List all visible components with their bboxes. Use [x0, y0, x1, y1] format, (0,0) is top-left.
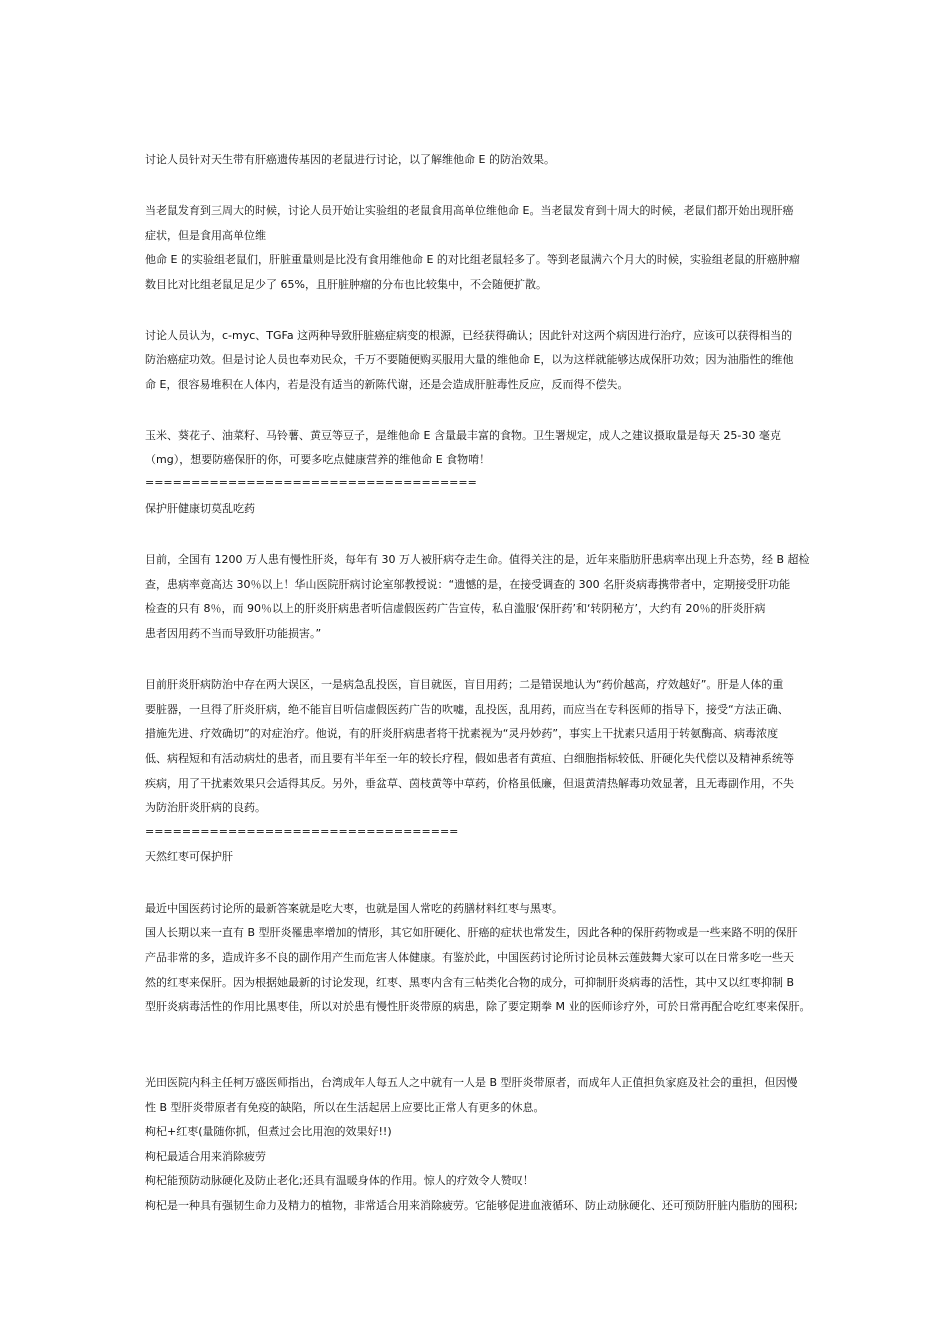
text-line: 措施先进、疗效确切”的对症治疗。他说，有的肝炎肝病患者将干扰素视为“灵丹妙药”，事实上干扰素只适用于转氨酶高、病毒浓度 [145, 727, 779, 740]
text-line: 防治癌症功效。但是讨论人员也奉劝民众，千万不要随便购买服用大量的维他命 E，以为这样就能够达成保肝功效；因为油脂性的维他 [145, 353, 794, 366]
text-line: 枸杞最适合用来消除疲劳 [145, 1150, 266, 1163]
text-line: 讨论人员认为，c-myc、TGFa 这两种导致肝脏癌症病变的根源，已经获得确认；因此针对这两个病因进行治疗，应该可以获得相当的 [145, 329, 793, 342]
text-line: 最近中国医药讨论所的最新答案就是吃大枣，也就是国人常吃的药膳材料红枣与黑枣。 [145, 902, 563, 915]
text-line: 目前肝炎肝病防治中存在两大误区，一是病急乱投医，盲目就医，盲目用药；二是错误地认为“药价越高，疗效越好”。肝是人体的重 [145, 678, 784, 691]
text-line: 疾病，用了干扰素效果只会适得其反。另外，垂盆草、茵枝黄等中草药，价格虽低廉，但退黄清热解毒功效显著，且无毒副作用，不失 [145, 777, 794, 790]
text-line: 他命 E 的实验组老鼠们，肝脏重量则是比没有食用维他命 E 的对比组老鼠轻多了。等到老鼠满六个月大的时候，实验组老鼠的肝癌肿瘤 [145, 253, 800, 266]
section-heading: 天然红枣可保护肝 [145, 850, 233, 863]
separator-line: ================================== [145, 825, 459, 838]
text-line: 产品非常的多，造成许多不良的副作用产生而危害人体健康。有鉴於此，中国医药讨论所讨论员林云莲鼓舞大家可以在日常多吃一些天 [145, 951, 794, 964]
text-line: 枸杞是一种具有强韧生命力及精力的植物，非常适合用来消除疲劳。它能够促进血液循环、防止动脉硬化、还可预防肝脏内脂肪的囤积; [145, 1199, 798, 1212]
text-line: 症状，但是食用高单位维 [145, 229, 266, 242]
text-line: 查，患病率竟高达 30％以上！华山医院肝病讨论室邬教授说：“遗憾的是，在接受调查的 300 名肝炎病毒携带者中，定期接受肝功能 [145, 578, 791, 591]
text-line: 要脏器，一旦得了肝炎肝病，绝不能盲目听信虚假医药广告的吹嘘，乱投医，乱用药，而应当在专科医师的指导下，接受“方法正确、 [145, 703, 789, 716]
text-line: 国人长期以来一直有 B 型肝炎罹患率增加的情形，其它如肝硬化、肝癌的症状也常发生，因此各种的保肝药物或是一些来路不明的保肝 [145, 926, 798, 939]
text-line: 枸杞能预防动脉硬化及防止老化;还具有温暖身体的作用。惊人的疗效令人赞叹！ [145, 1174, 534, 1187]
text-line: 为防治肝炎肝病的良药。 [145, 801, 266, 814]
text-line: 目前，全国有 1200 万人患有慢性肝炎，每年有 30 万人被肝病夺走生命。值得关注的是，近年来脂肪肝患病率出现上升态势，经 B 超检 [145, 553, 810, 566]
section-heading: 保护肝健康切莫乱吃药 [145, 502, 255, 515]
text-line: 当老鼠发育到三周大的时候，讨论人员开始让实验组的老鼠食用高单位维他命 E。当老鼠发育到十周大的时候，老鼠们都开始出现肝癌 [145, 204, 794, 217]
separator-line: ==================================== [145, 476, 477, 489]
text-line: 性 B 型肝炎带原者有免疫的缺陷，所以在生活起居上应要比正常人有更多的休息。 [145, 1101, 545, 1114]
text-line: 数目比对比组老鼠足足少了 65%，且肝脏肿瘤的分布也比较集中，不会随便扩散。 [145, 278, 547, 291]
text-line: 光田医院内科主任柯万盛医师指出，台湾成年人每五人之中就有一人是 B 型肝炎带原者，而成年人正值担负家庭及社会的重担，但因慢 [145, 1076, 798, 1089]
text-line: 低、病程短和有活动病灶的患者，而且要有半年至一年的较长疗程，假如患者有黄疸、白细胞指标较低、肝硬化失代偿以及精神系统等 [145, 752, 794, 765]
text-line: 然的红枣来保肝。因为根据她最新的讨论发现，红枣、黑枣内含有三帖类化合物的成分，可抑制肝炎病毒的活性，其中又以红枣抑制 B [145, 976, 795, 989]
text-line: 玉米、葵花子、油菜籽、马铃薯、黄豆等豆子，是维他命 E 含量最丰富的食物。卫生署规定，成人之建议摄取量是每天 25-30 毫克 [145, 429, 781, 442]
text-line: （mg），想要防癌保肝的你，可要多吃点健康营养的维他命 E 食物唷！ [145, 453, 491, 466]
text-line: 讨论人员针对天生带有肝癌遗传基因的老鼠进行讨论，以了解维他命 E 的防治效果。 [145, 153, 555, 166]
text-line: 患者因用药不当而导致肝功能损害。” [145, 627, 322, 640]
text-line: 命 E，很容易堆积在人体内，若是没有适当的新陈代谢，还是会造成肝脏毒性反应，反而得不偿失。 [145, 378, 629, 391]
text-line: 检查的只有 8％，而 90％以上的肝炎肝病患者听信虚假医药广告宣传，私自滥服‘保肝药’和‘转阴秘方’，大约有 20％的肝炎肝病 [145, 602, 766, 615]
text-line: 枸杞+红枣(量随你抓，但煮过会比用泡的效果好!!) [145, 1125, 392, 1138]
text-line: 型肝炎病毒活性的作用比黑枣佳，所以对於患有慢性肝炎带原的病患，除了要定期拳 M 业的医师诊疗外，可於日常再配合吃红枣来保肝。 [145, 1000, 811, 1013]
